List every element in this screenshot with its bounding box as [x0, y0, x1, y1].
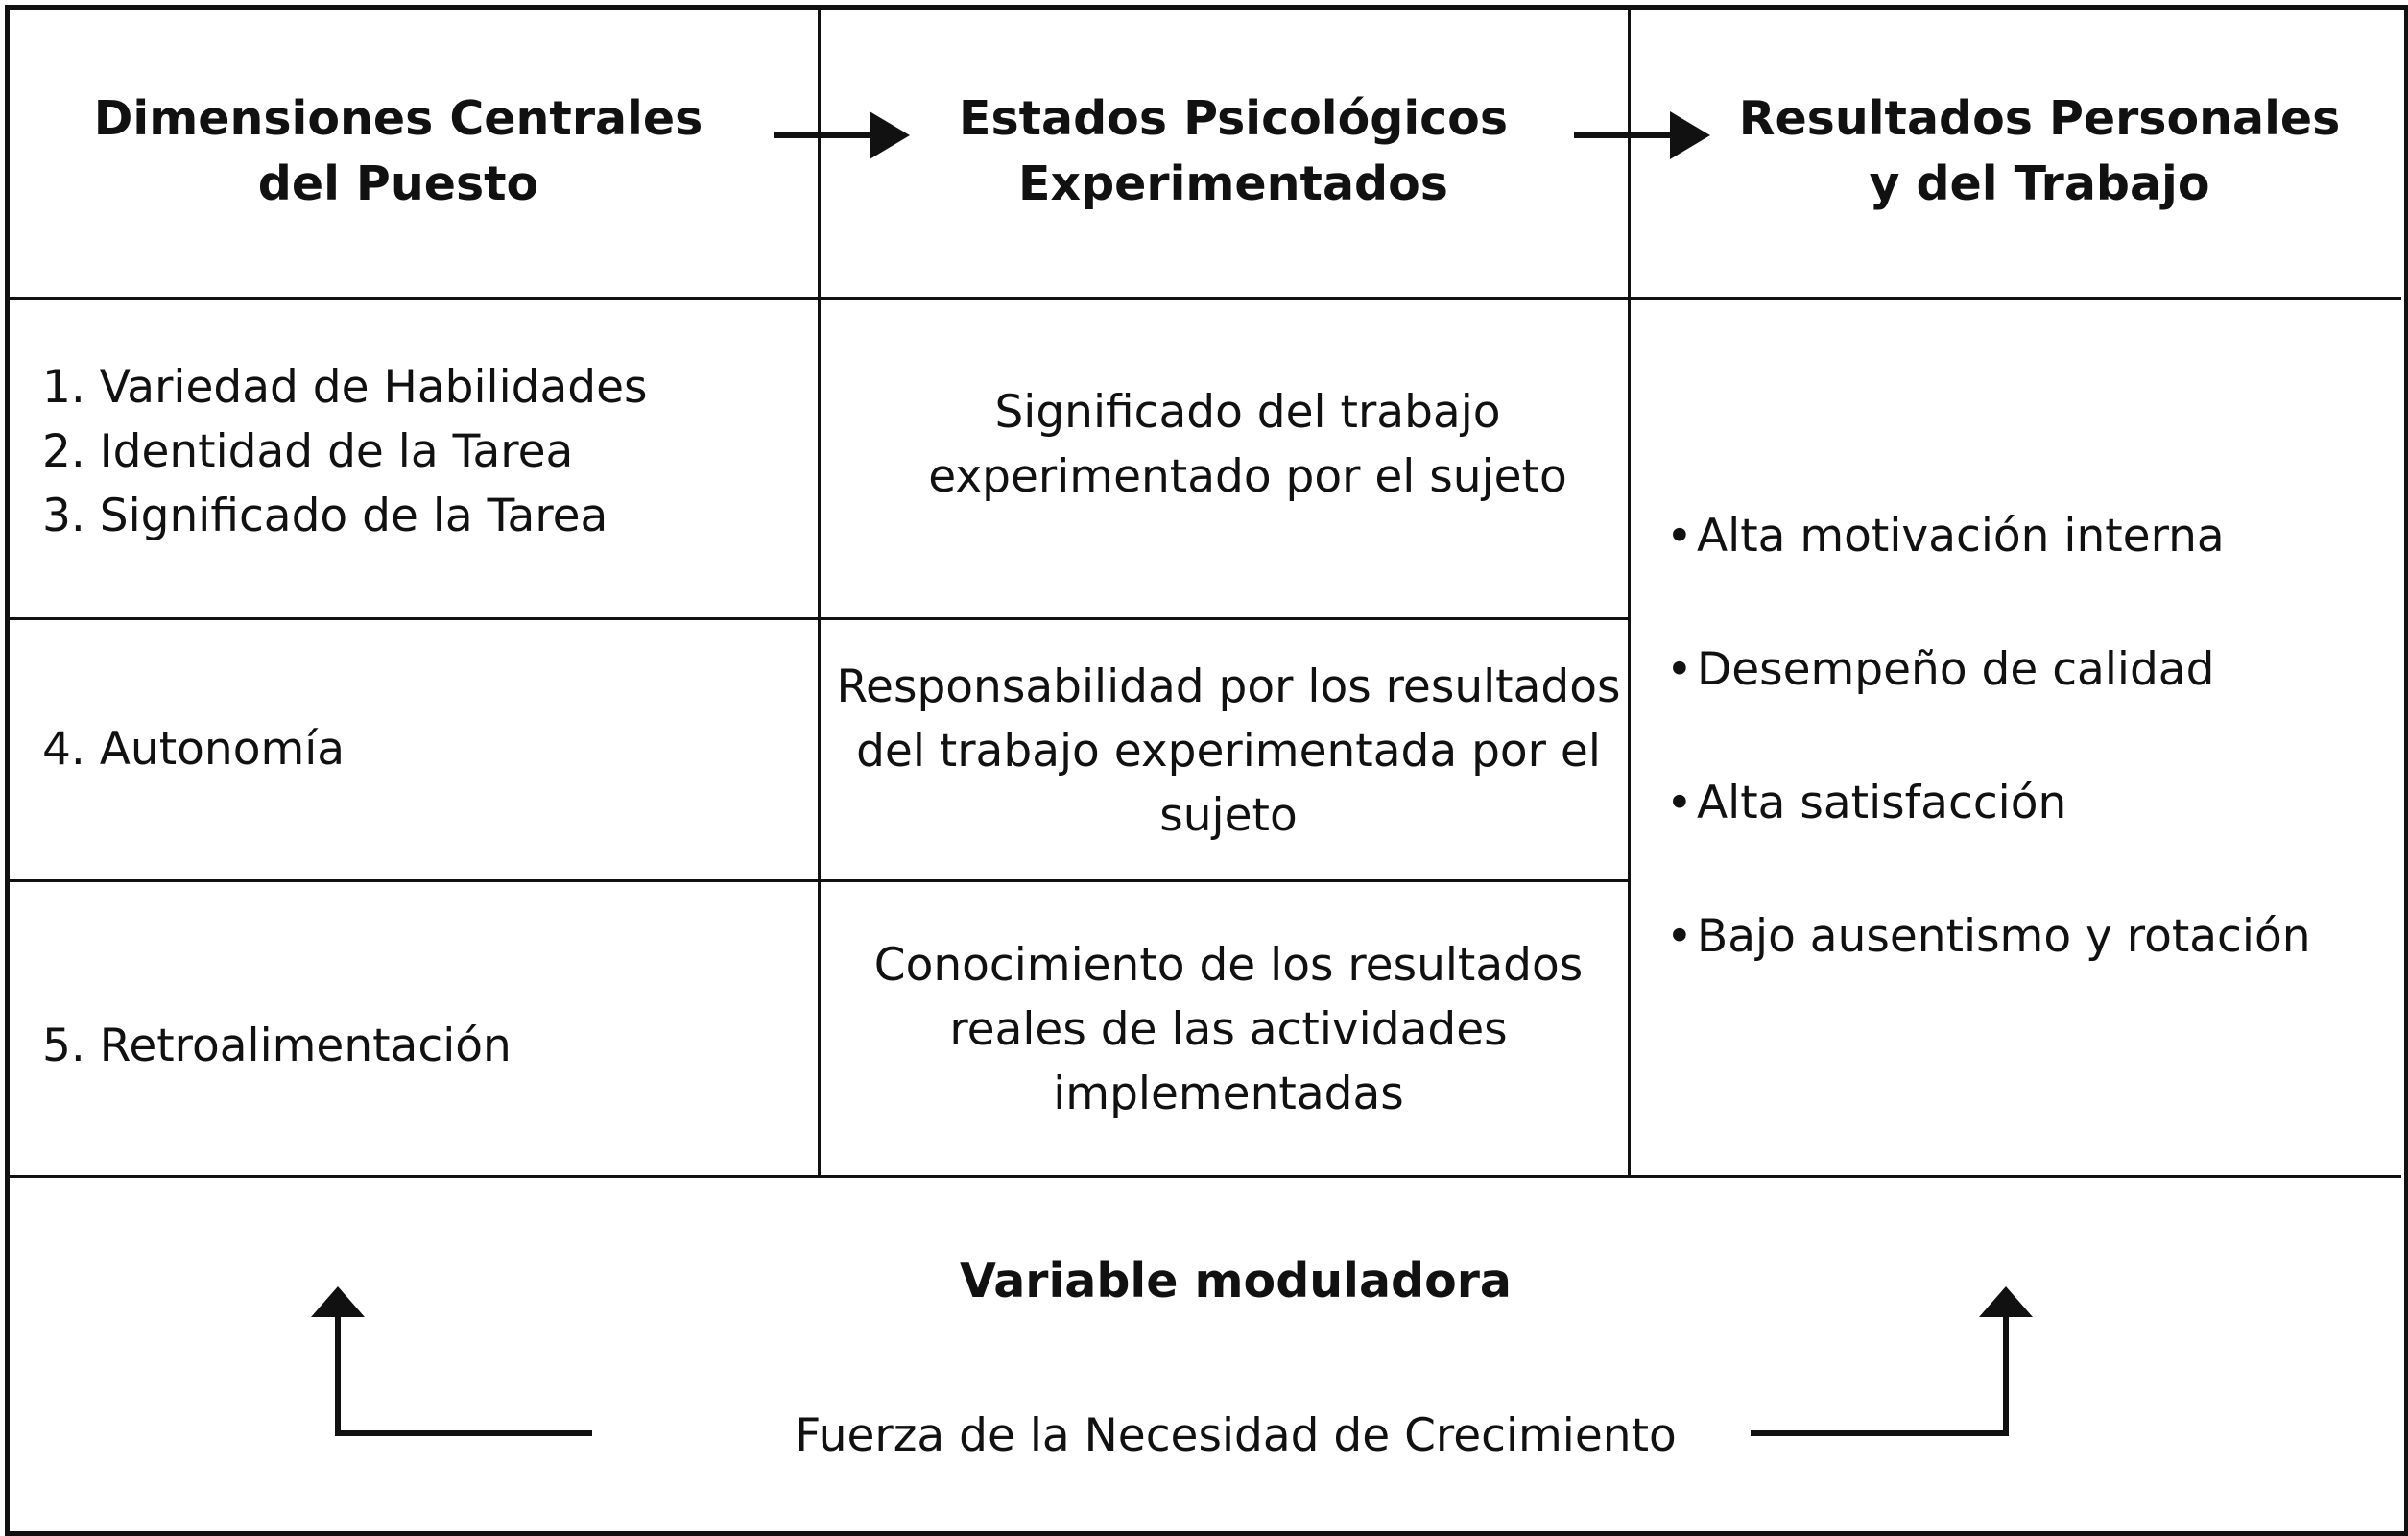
moderator-text: Fuerza de la Necesidad de Crecimiento — [795, 1408, 1677, 1462]
right-arrow-icon — [774, 111, 910, 159]
right-arrow-icon — [1574, 111, 1710, 159]
state-responsibility: Responsabilidad por los resultados del trabajo experimentada por el sujeto — [836, 660, 1621, 842]
dimension-task-significance: 3. Significado de la Tarea — [42, 490, 608, 542]
moderator-title: Variable moduladora — [959, 1254, 1512, 1308]
bullet-icon: • — [1666, 777, 1693, 829]
bullet-icon: • — [1666, 910, 1693, 963]
bullet-icon: • — [1666, 643, 1693, 696]
dimension-autonomy: 4. Autonomía — [42, 723, 346, 776]
state-knowledge-of-results: Conocimiento de los resultados reales de las actividades implementadas — [873, 938, 1584, 1120]
up-arrow-icon — [1751, 1286, 2033, 1433]
dimension-skill-variety: 1. Variedad de Habilidades — [42, 361, 648, 414]
dimension-task-identity: 2. Identidad de la Tarea — [42, 425, 574, 478]
outcome-motivation: Alta motivación interna — [1697, 510, 2225, 563]
up-arrow-icon — [311, 1286, 592, 1433]
state-meaningfulness: Significado del trabajo experimentado por el sujeto — [928, 386, 1567, 503]
dimension-feedback: 5. Retroalimentación — [42, 1019, 512, 1072]
outcome-absenteeism: Bajo ausentismo y rotación — [1697, 910, 2311, 963]
header-states: Estados Psicológicos Experimentados — [958, 91, 1509, 211]
outcome-performance: Desempeño de calidad — [1697, 643, 2215, 696]
header-outcomes: Resultados Personales y del Trabajo — [1738, 91, 2341, 211]
outcome-satisfaction: Alta satisfacción — [1697, 777, 2067, 829]
bullet-icon: • — [1666, 510, 1693, 563]
header-dimensions: Dimensiones Centrales del Puesto — [93, 91, 703, 211]
